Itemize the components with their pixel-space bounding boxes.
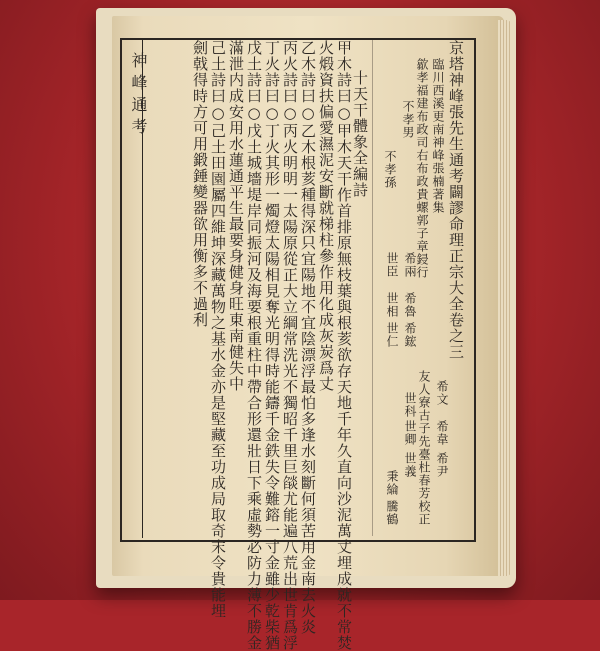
collator-name-2: 希韋 — [435, 420, 449, 446]
collator-name-1: 希文 — [435, 380, 449, 406]
body-line-9: 劍戟得時方可用鍛錘變器欲用衡多不過利 — [191, 40, 209, 328]
grandson-name-2: 世相 — [385, 292, 399, 318]
body-line-2: 火煅資扶偏愛濕泥安斷就梯柱參作用化成灰炭爲丈 — [317, 40, 335, 392]
body-line-3: 乙木詩曰○乙木根荄種得深只宜陽地不宜陰漂浮最怕多逢水刻斷何須苦用金南去火炎 — [299, 40, 317, 635]
header-line-1: 京塔神峰張先生通考闢謬命理正宗大全卷之三 — [447, 40, 465, 360]
grandson-name-3: 世仁 — [385, 322, 399, 348]
collator-name-3: 希尹 — [435, 452, 449, 478]
collator-name-6: 世義 — [403, 452, 417, 478]
son-name-1: 希兩 — [403, 252, 417, 278]
collator-name-7: 秉綸 — [385, 470, 399, 496]
header-line-2: 臨川西溪更南神峰張楠著集 — [431, 58, 445, 214]
son-name-3: 希鋐 — [403, 322, 417, 348]
sons-label: 不孝男 — [401, 100, 415, 139]
son-name-2: 希魯 — [403, 292, 417, 318]
body-line-6: 戊土詩曰○戊土城墻堤岸同振河及海要根重柱中帶合形還壯日下乘虛勢必防力薄不勝金 — [245, 40, 263, 651]
section-title: 十天干體象全編詩 — [351, 70, 369, 198]
body-line-7: 滿泄内成安用水蓮通平生最要身健身旺東南健失中 — [227, 40, 245, 392]
collator-line: 友人寮古子先臺杜春芳校正 — [417, 370, 431, 526]
body-line-1: 甲木詩曰○甲木天干作首排原無枝葉與根荄欲存天地千年久直向沙泥萬丈埋成就不常焚 — [335, 40, 353, 651]
grandsons-label: 不孝孫 — [383, 150, 397, 189]
header-line-3: 歙孝福建布政司右布政貴螺郭子章鋟行 — [415, 58, 429, 279]
margin-title: 神峰通考 — [129, 52, 148, 140]
collator-name-5: 世卿 — [403, 420, 417, 446]
grandson-name-1: 世臣 — [385, 252, 399, 278]
body-line-8: 己土詩曰○己土田園屬四維坤深藏萬物之基水金亦是堅藏至功成局取奇末令貴能埋 — [209, 40, 227, 619]
body-line-5: 丁火詩曰○丁火其形一燭燈太陽相見奪光明得時能鑄千金鉄失令難鎔一寸金雖少乾柴猶 — [263, 40, 281, 651]
page-edges — [498, 20, 512, 576]
column-rule — [372, 40, 373, 536]
body-line-4: 丙火詩曰○丙火明明一太陽原從正大立綱常洗光不獨昭千里巨燄尤能遍八荒出世肯爲浮 — [281, 40, 299, 651]
collator-name-4: 世科 — [403, 392, 417, 418]
collator-name-8: 騰鶴 — [385, 500, 399, 526]
